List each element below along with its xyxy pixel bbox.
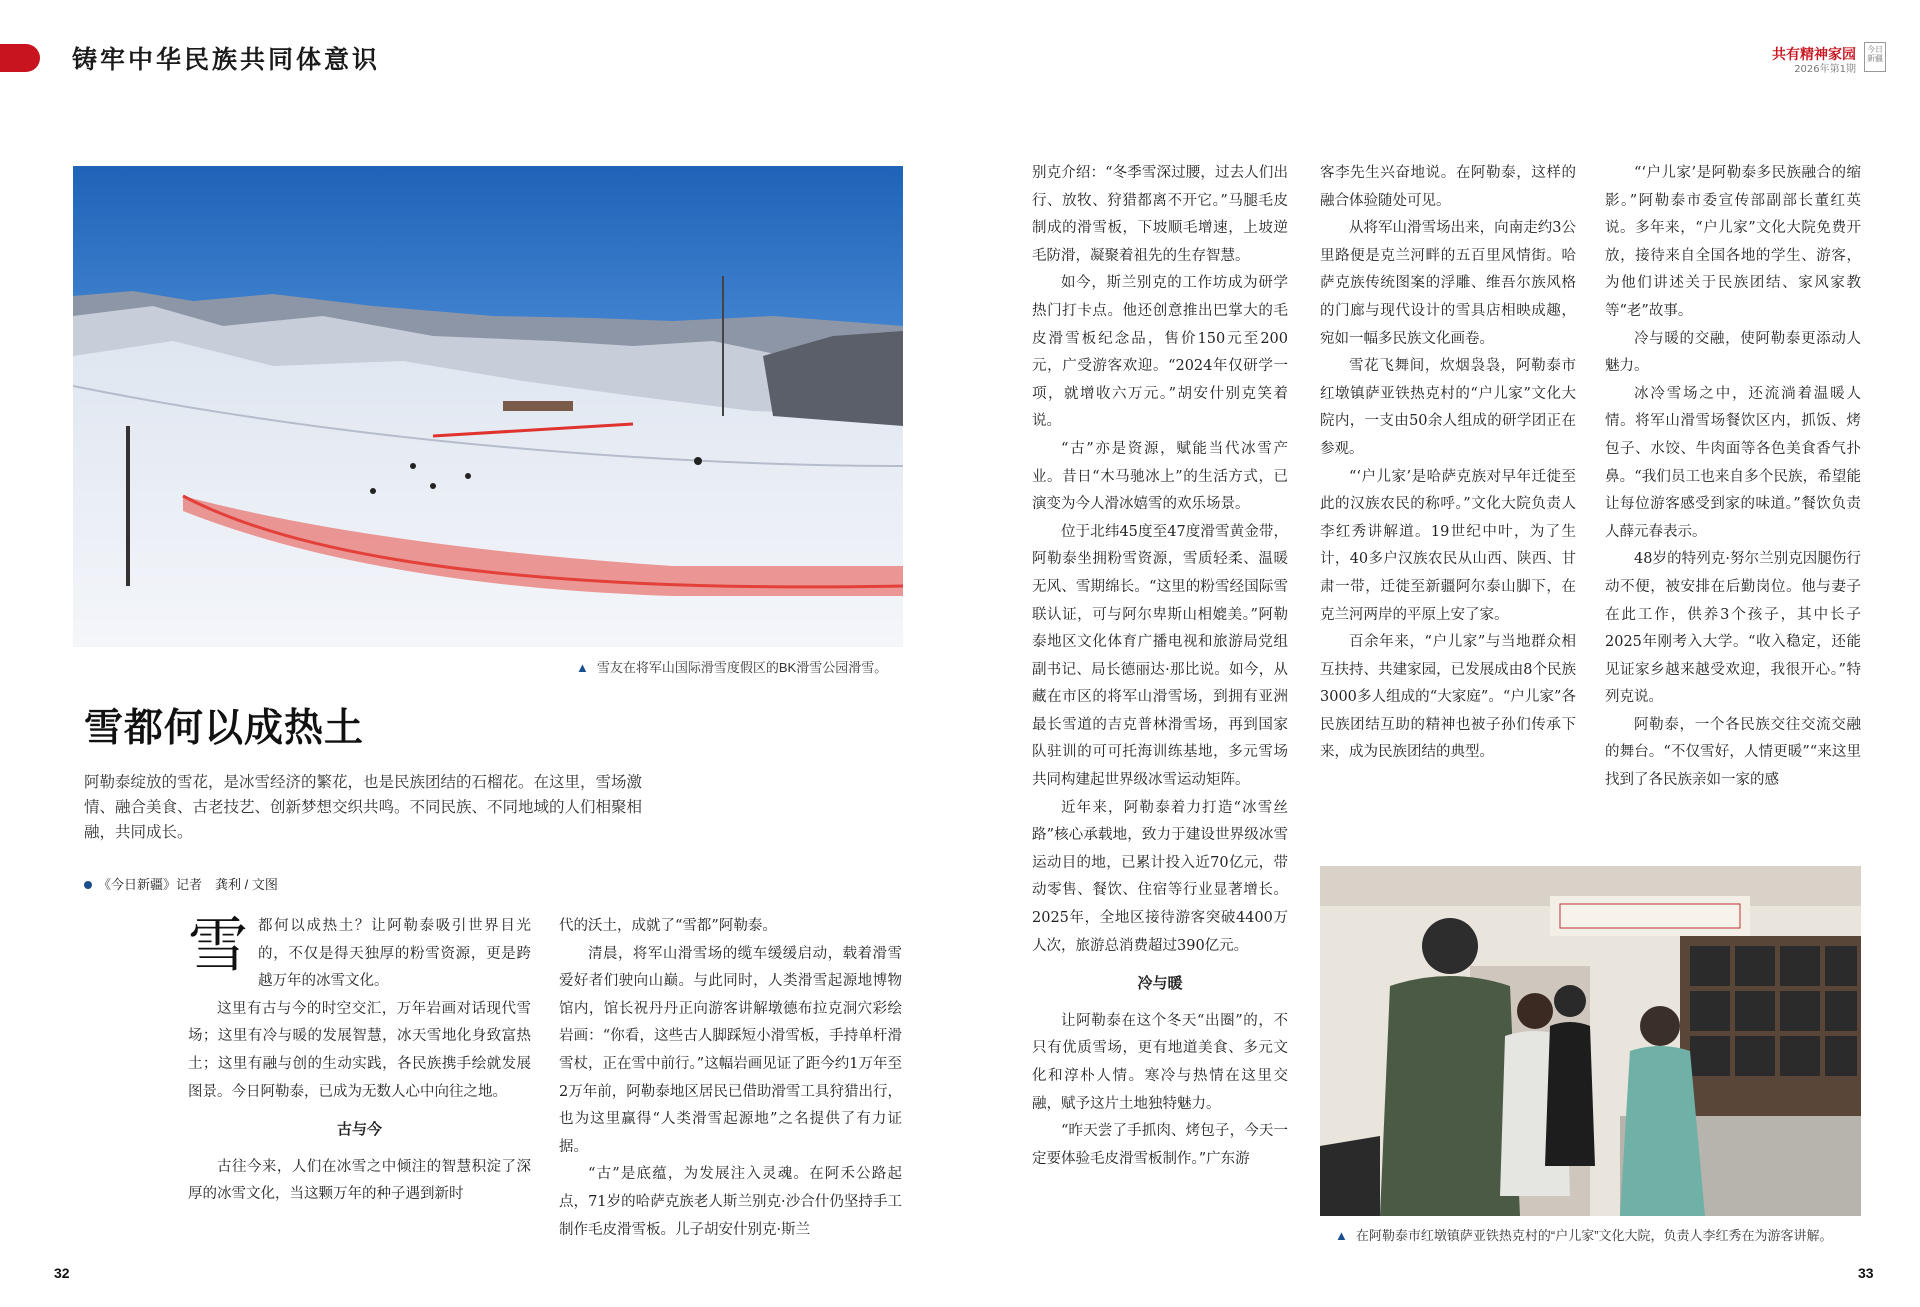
page-number-left: 32 [54, 1265, 70, 1281]
issue-label: 2026年第1期 [1794, 64, 1856, 75]
paragraph: 让阿勒泰在这个冬天“出圈”的，不只有优质雪场，更有地道美食、多元文化和淳朴人情。寒冷与热情在这里交融，赋予这片土地独特魅力。 [1032, 1012, 1288, 1112]
article-column-4 [1320, 160, 1576, 767]
article-column-2 [559, 913, 902, 1244]
caption-triangle-icon: ▲ [1335, 1228, 1348, 1243]
paragraph: 阿勒泰，一个各民族交往交流交融的舞台。“不仅雪好，人情更暖”“来这里找到了各民族亲如一家的感 [1605, 716, 1861, 789]
photo1-caption [576, 657, 887, 676]
paragraph: 近年来，阿勒泰着力打造“冰雪丝路”核心承载地，致力于建设世界级冰雪运动目的地，已累计投入近70亿元，带动零售、餐饮、住宿等行业显著增长。2025年，全地区接待游客突破4400万人次，旅游总消费超过390亿元。 [1032, 799, 1288, 954]
article-column-5 [1605, 160, 1861, 795]
photo2-caption [1335, 1225, 1833, 1244]
paragraph: 冷与暖的交融，使阿勒泰更添动人魅力。 [1605, 330, 1861, 375]
section-title: 铸牢中华民族共同体意识 [72, 45, 381, 74]
paragraph: 雪花飞舞间，炊烟袅袅，阿勒泰市红墩镇萨亚铁热克村的“户儿家”文化大院内，一支由50余人组成的研学团正在参观。 [1320, 358, 1576, 457]
subheading-guyujin: 古与今 [336, 1121, 382, 1139]
paragraph: 48岁的特列克·努尔兰别克因腿伤行动不便，被安排在后勤岗位。他与妻子在此工作，供养3个孩子，其中长子2025年刚考入大学。“收入稳定，还能见证家乡越来越受欢迎，我很开心。”特列克说。 [1605, 551, 1861, 706]
section-tab-marker [0, 44, 40, 72]
culture-courtyard-photo [1320, 866, 1861, 1216]
paragraph: 古往今来，人们在冰雪之中倾注的智慧积淀了深厚的冰雪文化，当这颗万年的种子遇到新时 [188, 1158, 531, 1203]
paragraph: 别克介绍：“冬季雪深过腰，过去人们出行、放牧、狩猎都离不开它。”马腿毛皮制成的滑雪板，下坡顺毛增速，上坡逆毛防滑，凝聚着祖先的生存智慧。 [1032, 165, 1288, 264]
paragraph: 客李先生兴奋地说。在阿勒泰，这样的融合体验随处可见。 [1320, 165, 1576, 209]
article-column-3 [1032, 160, 1288, 1173]
subheading-lengyunuan: 冷与暖 [1137, 975, 1183, 993]
magazine-mini-logo: 今日新疆 [1864, 42, 1886, 72]
paragraph: 冰冷雪场之中，还流淌着温暖人情。将军山滑雪场餐饮区内，抓饭、烤包子、水饺、牛肉面等各色美食香气扑鼻。“我们员工也来自多个民族，希望能让每位游客感受到家的味道。”餐饮负责人薛元春表示。 [1605, 385, 1861, 540]
ski-slope-illustration [73, 166, 903, 647]
ski-slope-photo [73, 166, 903, 647]
paragraph: 如今，斯兰别克的工作坊成为研学热门打卡点。他还创意推出巴掌大的毛皮滑雪板纪念品，售价150元至200元，广受游客欢迎。“2024年仅研学一项，就增收六万元。”胡安什别克笑着说。 [1032, 275, 1288, 430]
paragraph: 都何以成热土？让阿勒泰吸引世界目光的，不仅是得天独厚的粉雪资源，更是跨越万年的冰雪文化。 [258, 918, 531, 990]
paragraph: “‘户儿家’是哈萨克族对早年迁徙至此的汉族农民的称呼。”文化大院负责人李红秀讲解道。19世纪中叶，为了生计，40多户汉族农民从山西、陕西、甘肃一带，迁徙至新疆阿尔泰山脚下，在克兰河两岸的平原上安了家。 [1320, 468, 1576, 623]
paragraph: “古”是底蕴，为发展注入灵魂。在阿禾公路起点，71岁的哈萨克族老人斯兰别克·沙合什仍坚持手工制作毛皮滑雪板。儿子胡安什别克·斯兰 [559, 1166, 902, 1238]
paragraph: 代的沃土，成就了“雪都”阿勒泰。 [559, 918, 777, 934]
paragraph: 这里有古与今的时空交汇，万年岩画对话现代雪场；这里有冷与暖的发展智慧，冰天雪地化身致富热土；这里有融与创的生动实践，各民族携手绘就发展图景。今日阿勒泰，已成为无数人心中向往之地。 [188, 1000, 531, 1100]
paragraph: 清晨，将军山滑雪场的缆车缓缓启动，载着滑雪爱好者们驶向山巅。与此同时，人类滑雪起源地博物馆内，馆长祝丹丹正向游客讲解墩德布拉克洞穴彩绘岩画：“你看，这些古人脚踩短小滑雪板，手持单杆滑雪杖，正在雪中前行。”这幅岩画见证了距今约1万年至2万年前，阿勒泰地区居民已借助滑雪工具狩猎出行，也为这里赢得“人类滑雪起源地”之名提供了有力证据。 [559, 945, 902, 1155]
courtyard-illustration [1320, 866, 1861, 1216]
paragraph: “‘户儿家’是阿勒泰多民族融合的缩影。”阿勒泰市委宣传部副部长董红英说。多年来，“户儿家”文化大院免费开放，接待来自全国各地的学生、游客，为他们讲述关于民族团结、家风家教等“老”故事。 [1605, 165, 1861, 319]
article-byline [84, 874, 278, 893]
paragraph: “昨天尝了手抓肉、烤包子，今天一定要体验毛皮滑雪板制作。”广东游 [1032, 1123, 1288, 1167]
page-number-right: 33 [1858, 1265, 1874, 1281]
article-lead: 阿勒泰绽放的雪花，是冰雪经济的繁花，也是民族团结的石榴花。在这里，雪场激情、融合美食、古老技艺、创新梦想交织共鸣。不同民族、不同地域的人们相聚相融，共同成长。 [84, 774, 643, 841]
paragraph: “古”亦是资源，赋能当代冰雪产业。昔日“木马驰冰上”的生活方式，已演变为今人滑冰嬉雪的欢乐场景。 [1032, 440, 1288, 513]
byline-text: 《今日新疆》记者 龚利 / 文图 [98, 877, 278, 892]
article-title: 雪都何以成热土 [84, 706, 365, 751]
brand-title: 共有精神家园 [1772, 47, 1856, 63]
paragraph: 位于北纬45度至47度滑雪黄金带，阿勒泰坐拥粉雪资源，雪质轻柔、温暖无风、雪期绵长。“这里的粉雪经国际雪联认证，可与阿尔卑斯山相媲美。”阿勒泰地区文化体育广播电视和旅游局党组副书记、局长德丽达·那比说。如今，从藏在市区的将军山滑雪场，到拥有亚洲最长雪道的吉克普林滑雪场，再到国家队驻训的可可托海训练基地，多元雪场共同构建起世界级冰雪运动矩阵。 [1032, 523, 1288, 789]
paragraph: 百余年来，“户儿家”与当地群众相互扶持、共建家园，已发展成由8个民族3000多人组成的“大家庭”。“户儿家”各民族团结互助的精神也被子孙们传承下来，成为民族团结的典型。 [1320, 634, 1576, 761]
paragraph: 从将军山滑雪场出来，向南走约3公里路便是克兰河畔的五百里风情街。哈萨克族传统图案的浮雕、维吾尔族风格的门廊与现代设计的雪具店相映成趣，宛如一幅多民族文化画卷。 [1320, 220, 1576, 347]
drop-cap: 雪 [188, 911, 248, 981]
caption-triangle-icon: ▲ [576, 660, 589, 675]
article-column-1 [188, 913, 531, 1209]
photo1-caption-text: 雪友在将军山国际滑雪度假区的BK滑雪公园滑雪。 [596, 660, 888, 675]
photo2-caption-text: 在阿勒泰市红墩镇萨亚铁热克村的“户儿家”文化大院，负责人李红秀在为游客讲解。 [1355, 1228, 1833, 1243]
byline-dot-icon [84, 881, 92, 889]
